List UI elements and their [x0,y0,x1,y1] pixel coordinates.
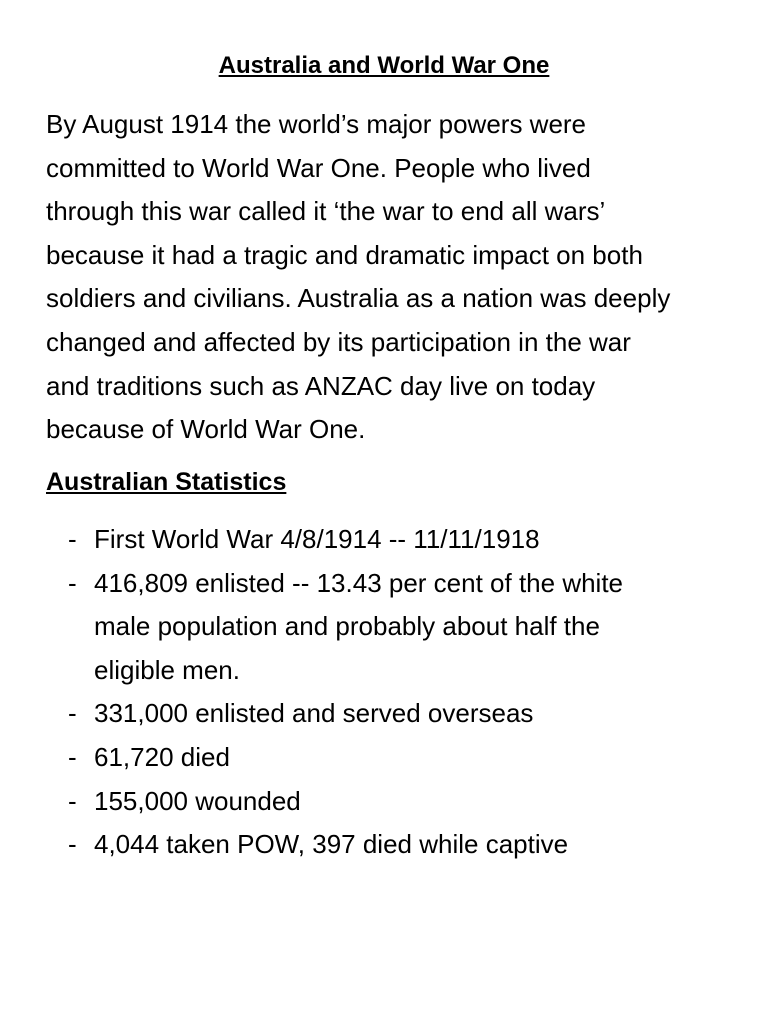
intro-line: committed to World War One. People who lived [46,152,591,183]
intro-line: By August 1914 the world’s major powers were [46,109,587,139]
list-item-text [94,780,301,824]
list-item-line: eligible men. [94,654,240,685]
dash-bullet: - [68,741,77,772]
statistics-heading: Australian Statistics [46,468,287,496]
document-title: Australia and World War One [218,52,550,79]
statistics-list [68,518,748,867]
list-item-text [94,692,533,736]
list-item [68,736,748,780]
intro-line: through this war called it ‘the war to end all wars’ [46,196,606,227]
list-item-text [94,823,568,867]
list-item [68,692,748,736]
list-item-text [94,736,230,780]
list-item-text [94,518,540,562]
dash-bullet: - [68,567,77,598]
intro-line: and traditions such as ANZAC day live on today [46,370,596,401]
dash-bullet: - [68,698,77,729]
list-item-text [94,562,623,693]
list-item-line: 416,809 enlisted -- 13.43 per cent of the white [94,567,624,598]
intro-line: changed and affected by its participation in the war [46,326,631,357]
list-item [68,823,748,867]
intro-paragraph [46,103,736,452]
list-item [68,518,748,562]
intro-line: because of World War One. [46,414,366,445]
intro-line: because it had a tragic and dramatic impact on both [46,239,643,270]
list-item-line: 155,000 wounded [94,785,301,816]
list-item-line: male population and probably about half the [94,611,600,642]
dash-bullet: - [68,524,77,554]
list-item-line: First World War 4/8/1914 -- 11/11/1918 [94,524,540,554]
list-item-line: 331,000 enlisted and served overseas [94,698,534,729]
dash-bullet: - [68,829,77,860]
list-item-line: 4,044 taken POW, 397 died while captive [94,829,569,860]
intro-line: soldiers and civilians. Australia as a nation was deeply [46,283,671,314]
list-item [68,780,748,824]
list-item-line: 61,720 died [94,741,230,772]
list-item [68,562,748,693]
dash-bullet: - [68,785,77,816]
